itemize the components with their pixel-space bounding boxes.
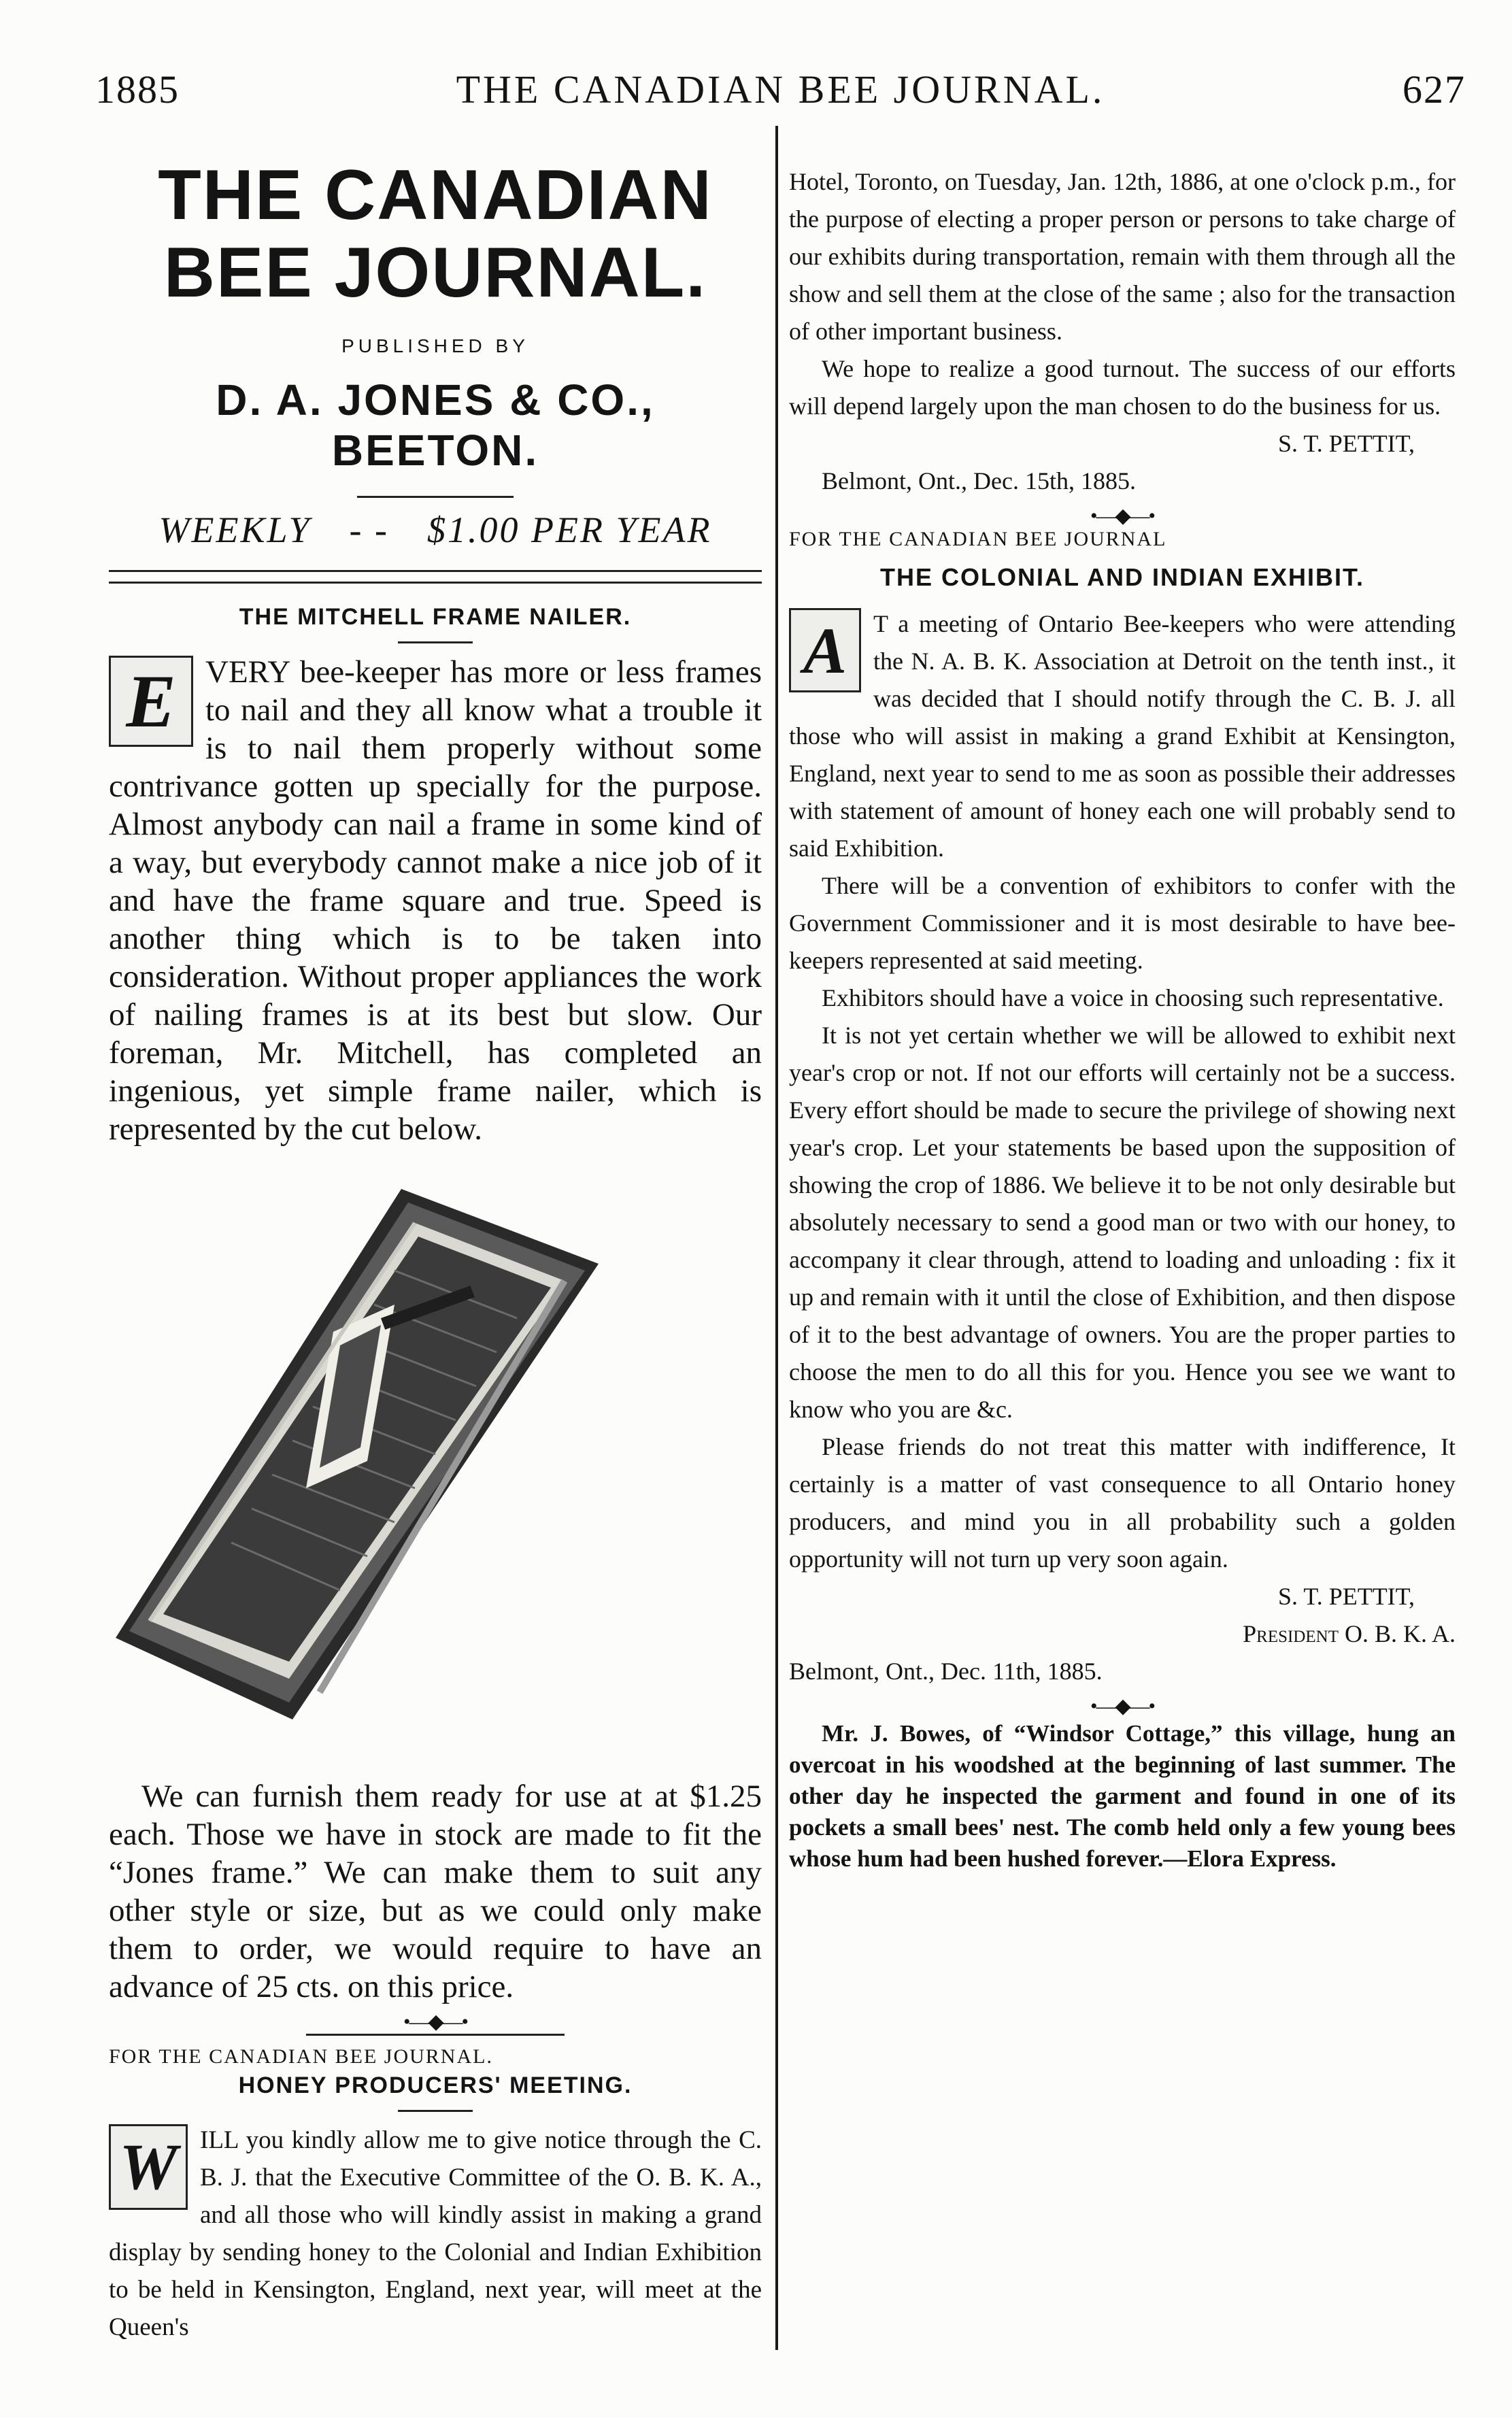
dropcap-letter: A <box>803 614 847 687</box>
dropcap-a <box>789 608 861 692</box>
exhibit-heading: THE COLONIAL AND INDIAN EXHIBIT. <box>879 563 1365 591</box>
bowes-article <box>789 1718 1456 1875</box>
frame-nailer-illustration <box>109 1162 762 1774</box>
exhibit-place-date: Belmont, Ont., Dec. 11th, 1885. <box>789 1658 1103 1685</box>
meeting-continued <box>789 163 1456 500</box>
column-divider <box>775 126 778 2350</box>
nailer-article <box>109 653 762 1148</box>
published-by-label: PUBLISHED BY <box>341 335 529 356</box>
header-page-number: 627 <box>1402 67 1466 112</box>
exhibit-paragraph-1: T a meeting of Ontario Bee-keepers who were attending the N. A. B. K. Association at Detroit on the tenth inst., it was decided that I should notify through the C. B. J. all those who will assist in making a grand Exhibit at Kensington, England, next year to send to me as soon as possible their addresses with statement of amount of honey each one will probably send to said Exhibition. <box>789 610 1456 862</box>
meeting-paragraph-1: ILL you kindly allow me to give notice through the C. B. J. that the Executive Committee of the O. B. K. A., and all those who will kindly assist in making a grand display by sending honey to the Colonial and Indian Exhibition to be held in Kensington, England, next year, will meet at the Queen's <box>109 2126 762 2341</box>
dropcap-w <box>109 2124 188 2210</box>
separator-line <box>306 2034 565 2036</box>
meeting-credit: FOR THE CANADIAN BEE JOURNAL. <box>109 2045 493 2068</box>
right-column <box>789 163 1456 1875</box>
separator-ornament: •—◆—• <box>1090 505 1155 527</box>
meeting-signature: S. T. PETTIT, <box>1278 430 1415 457</box>
meeting-place-date: Belmont, Ont., Dec. 15th, 1885. <box>822 467 1136 494</box>
heading-rule <box>398 641 473 643</box>
nailer-paragraph-2: We can furnish them ready for use at at $1.25 each. Those we have in stock are made to fit the “Jones frame.” We can make them to suit any other style or size, but as we could only make them to order, we would require to have an advance of 25 cts. on this price. <box>109 1778 762 2004</box>
left-column <box>109 136 762 2346</box>
separator-ornament: •—◆—• <box>403 2010 468 2033</box>
dropcap-letter: E <box>126 659 176 743</box>
publisher-name: D. A. JONES & CO., BEETON. <box>216 375 655 475</box>
meeting-heading: HONEY PRODUCERS' MEETING. <box>238 2072 633 2098</box>
dropcap-letter: W <box>119 2130 178 2204</box>
masthead-rule <box>357 496 514 498</box>
bowes-paragraph: Mr. J. Bowes, of “Windsor Cottage,” this village, hung an overcoat in his woodshed at the beginning of last summer. The other day he inspected the garment and found in one of its pockets a small bees' nest. The comb held only a few young bees whose hum had been hushed forever.—Elora Express. <box>789 1720 1456 1872</box>
dropcap-e <box>109 656 193 747</box>
separator-ornament: •—◆—• <box>1090 1695 1155 1717</box>
meeting-paragraph-1-continued: Hotel, Toronto, on Tuesday, Jan. 12th, 1886, at one o'clock p.m., for the purpose of electing a proper person or persons to take charge of our exhibits during transportation, remain with them through all the show and sell them at the close of the same ; also for the transaction of other important business. <box>789 168 1456 345</box>
exhibit-signature-title: President O. B. K. A. <box>1243 1620 1456 1647</box>
masthead-double-rule <box>109 570 762 584</box>
exhibit-credit: FOR THE CANADIAN BEE JOURNAL <box>789 528 1167 550</box>
exhibit-article <box>789 605 1456 1690</box>
heading-rule <box>398 2110 473 2112</box>
nailer-paragraph-1: VERY bee-keeper has more or less frames to nail and they all know what a trouble it is to nail them properly without some contrivance gotten up specially for the purpose. Almost anybody can nail a frame in some kind of a way, but everybody cannot make a nice job of it and have the frame square and true. Speed is another thing which is to be taken into consideration. Without proper appliances the work of nailing frames is at its best but slow. Our foreman, Mr. Mitchell, has completed an ingenious, yet simple frame nailer, which is represented by the cut below. <box>109 654 762 1147</box>
exhibit-paragraph-2: There will be a convention of exhibitors to confer with the Government Commissioner and it is most desirable to have bee-keepers represented at said meeting. <box>789 872 1456 974</box>
meeting-paragraph-2: We hope to realize a good turnout. The success of our efforts will depend largely upon the man chosen to do the business for us. <box>789 355 1456 420</box>
header-journal-title: THE CANADIAN BEE JOURNAL. <box>456 67 1105 112</box>
nailer-price-paragraph <box>109 1777 762 2006</box>
exhibit-paragraph-4: It is not yet certain whether we will be allowed to exhibit next year's crop or not. If not our efforts will certainly not be a success. Every effort should be made to secure the privilege of showing next year's crop. Let your statements be based upon the supposition of showing the crop of 1886. We believe it to be not only desirable but absolutely necessary to send a good man or two with our honey, to accompany it clear through, attend to loading and unloading : fix it up and remain with it until the close of Exhibition, and then dispose of it to the best advantage of owners. You are the proper parties to choose the men to do all this for you. Hence you see we want to know who you are &c. <box>789 1022 1456 1423</box>
exhibit-paragraph-5: Please friends do not treat this matter with indifference, It certainly is a matter of vast consequence to all Ontario honey producers, and mind you in all probability such a golden opportunity will not turn up very soon again. <box>789 1433 1456 1573</box>
header-year: 1885 <box>95 67 180 112</box>
running-header <box>95 60 1466 121</box>
nailer-heading: THE MITCHELL FRAME NAILER. <box>239 603 632 630</box>
weekly-dashes: - - <box>349 509 389 550</box>
weekly-label: WEEKLY <box>158 509 312 550</box>
exhibit-signature: S. T. PETTIT, <box>1278 1583 1415 1610</box>
exhibit-paragraph-3: Exhibitors should have a voice in choosing such representative. <box>822 984 1444 1011</box>
subscription-line <box>109 509 762 551</box>
meeting-article <box>109 2121 762 2346</box>
masthead-title: THE CANADIAN BEE JOURNAL. <box>158 156 713 313</box>
subscription-price: $1.00 PER YEAR <box>426 509 712 550</box>
